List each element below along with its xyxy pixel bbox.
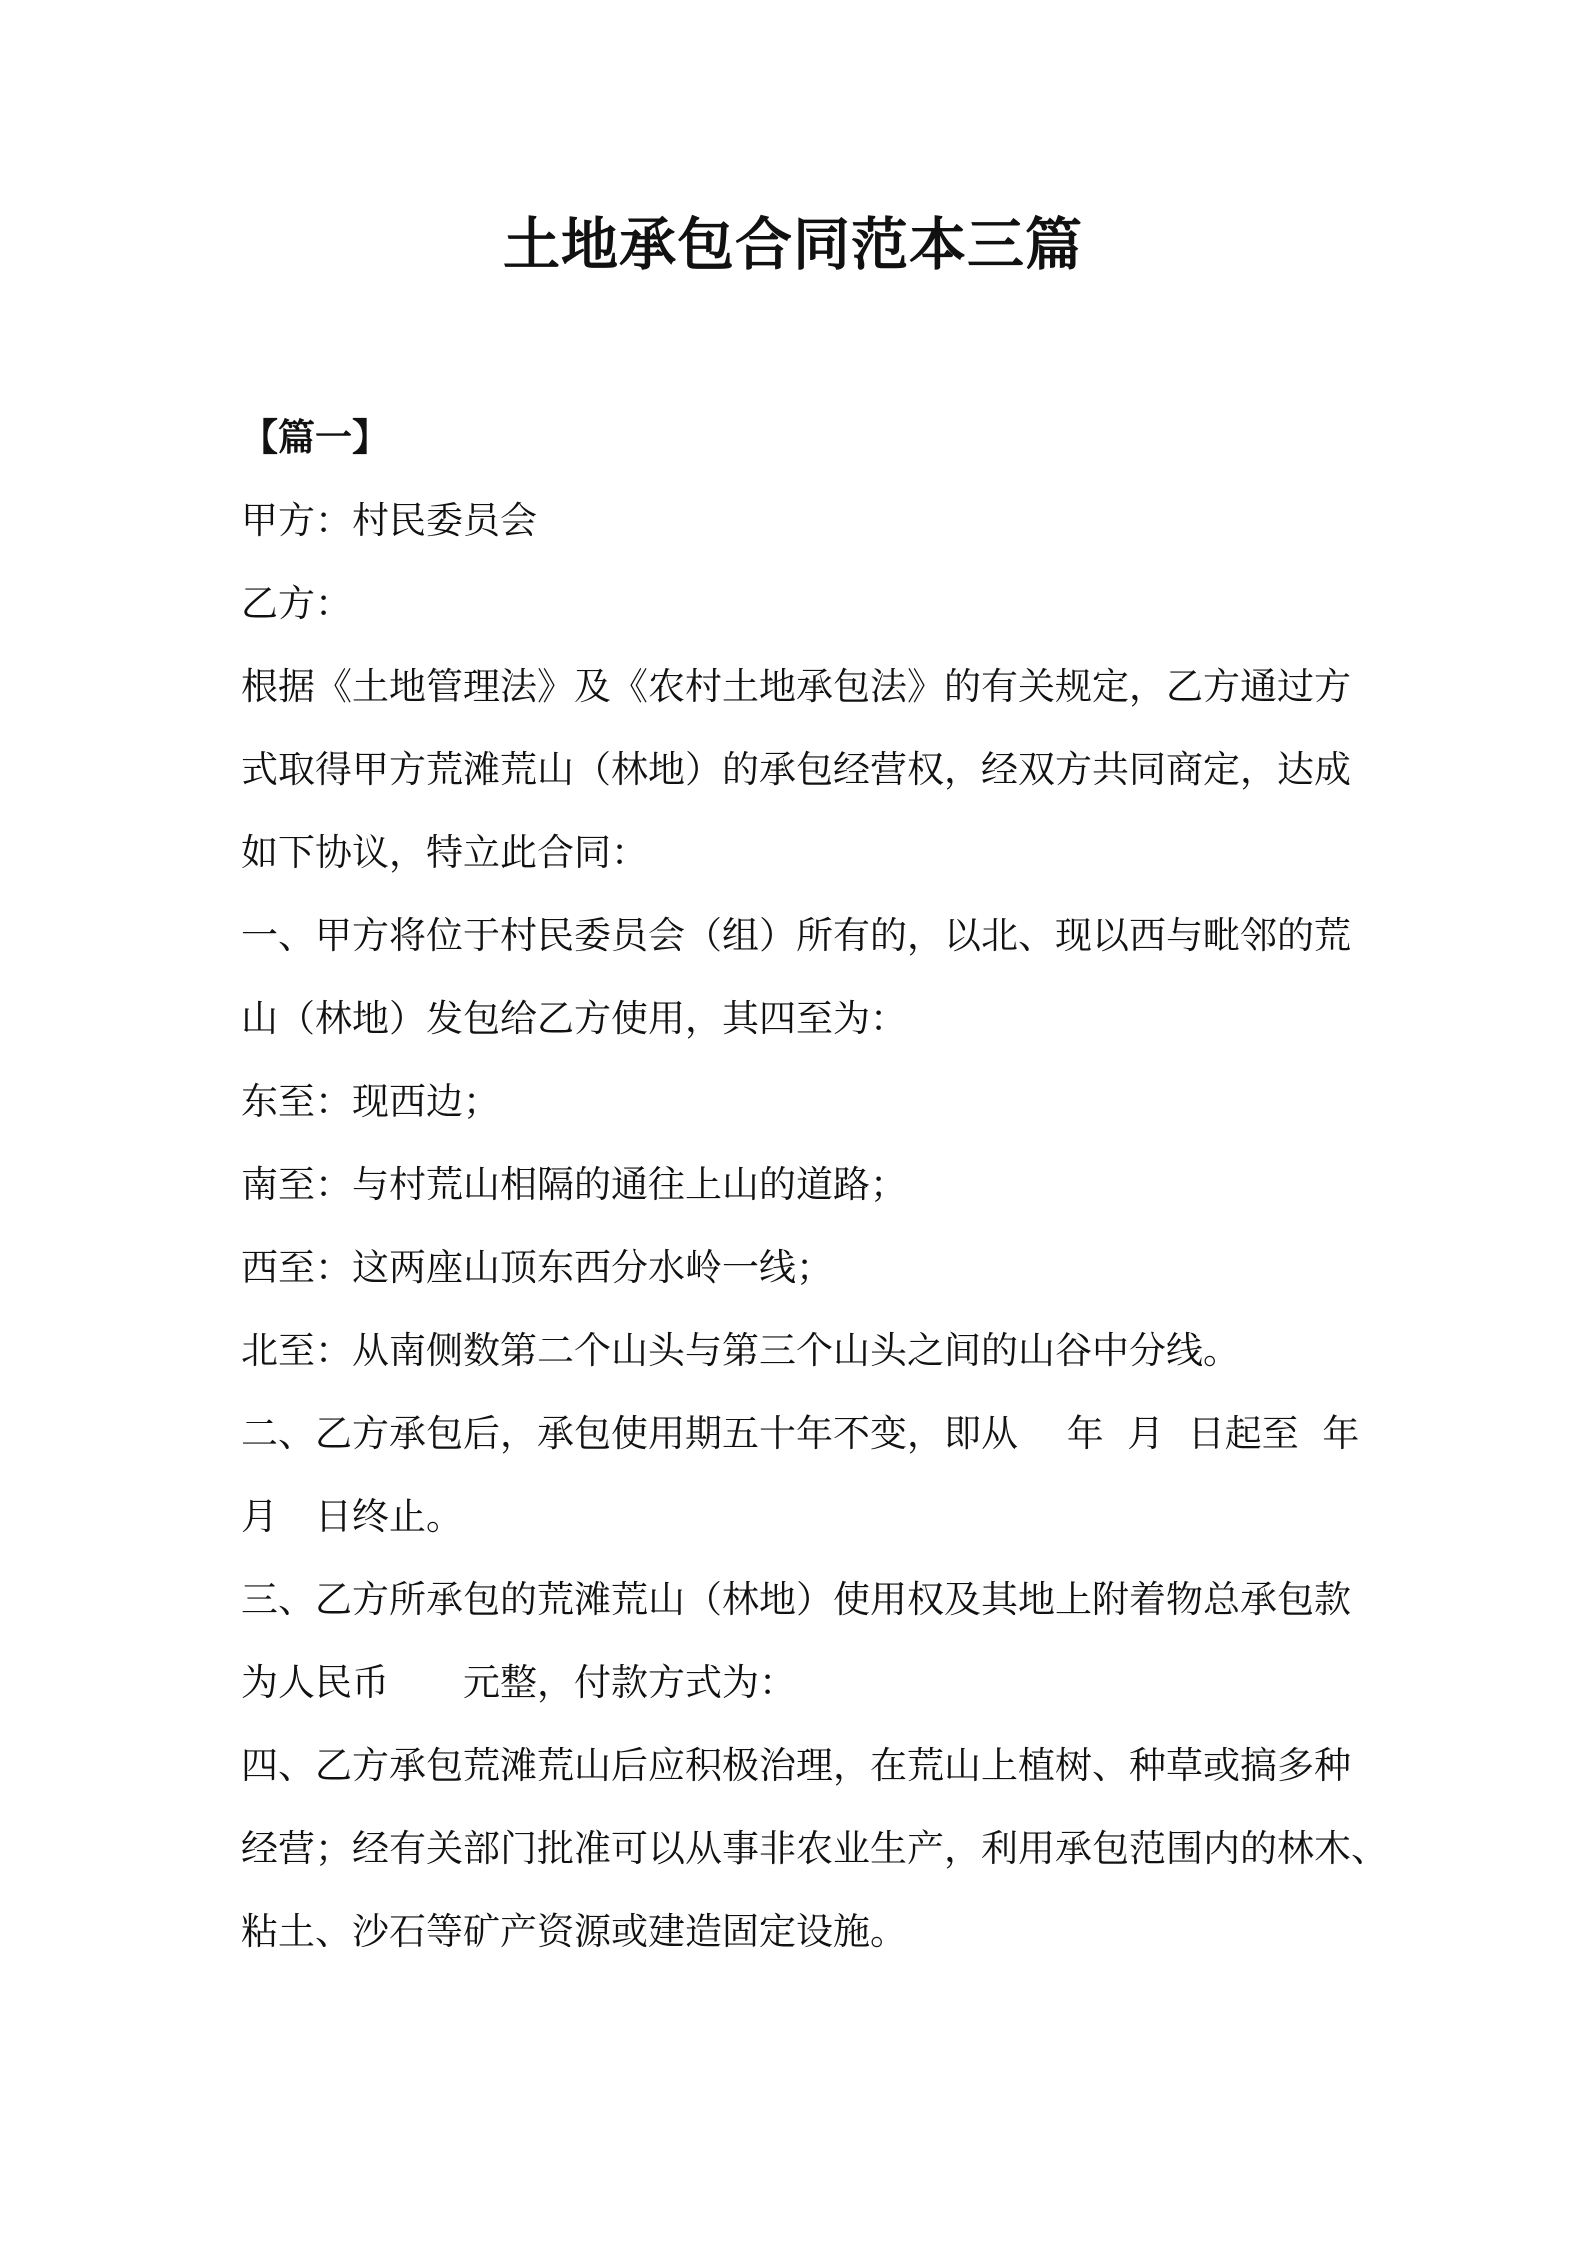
clause-1-line: 一、甲方将位于村民委员会（组）所有的，以北、现以西与毗邻的荒 (241, 914, 1351, 957)
section-heading: 【篇一】 (241, 416, 389, 459)
clause-2-line: 二、乙方承包后，承包使用期五十年不变，即从 年 月 日起至 年 (241, 1412, 1360, 1455)
clause-4-line: 经营；经有关部门批准可以从事非农业生产，利用承包范围内的林木、 (241, 1827, 1388, 1870)
clause-4-line: 四、乙方承包荒滩荒山后应积极治理，在荒山上植树、种草或搞多种 (241, 1744, 1351, 1787)
clause-3-line: 为人民币 元整，付款方式为： (241, 1661, 796, 1704)
paragraph-line: 根据《土地管理法》及《农村土地承包法》的有关规定，乙方通过方 (241, 665, 1351, 708)
clause-4-line: 粘土、沙石等矿产资源或建造固定设施。 (241, 1910, 907, 1953)
clause-3-line: 三、乙方所承包的荒滩荒山（林地）使用权及其地上附着物总承包款 (241, 1578, 1351, 1621)
party-b-line: 乙方： (241, 582, 352, 625)
clause-2-line: 月 日终止。 (241, 1495, 463, 1538)
document-body (241, 396, 1388, 1973)
clause-1-line: 山（林地）发包给乙方使用，其四至为： (241, 997, 907, 1040)
party-a-line: 甲方：村民委员会 (241, 499, 537, 542)
boundary-north: 北至：从南侧数第二个山头与第三个山头之间的山谷中分线。 (241, 1329, 1240, 1372)
paragraph-line: 式取得甲方荒滩荒山（林地）的承包经营权，经双方共同商定，达成 (241, 748, 1351, 791)
document-title: 土地承包合同范本三篇 (503, 212, 1083, 278)
boundary-west: 西至：这两座山顶东西分水岭一线； (241, 1246, 833, 1289)
boundary-east: 东至：现西边； (241, 1080, 500, 1123)
paragraph-line: 如下协议，特立此合同： (241, 831, 648, 874)
boundary-south: 南至：与村荒山相隔的通往上山的道路； (241, 1163, 907, 1206)
